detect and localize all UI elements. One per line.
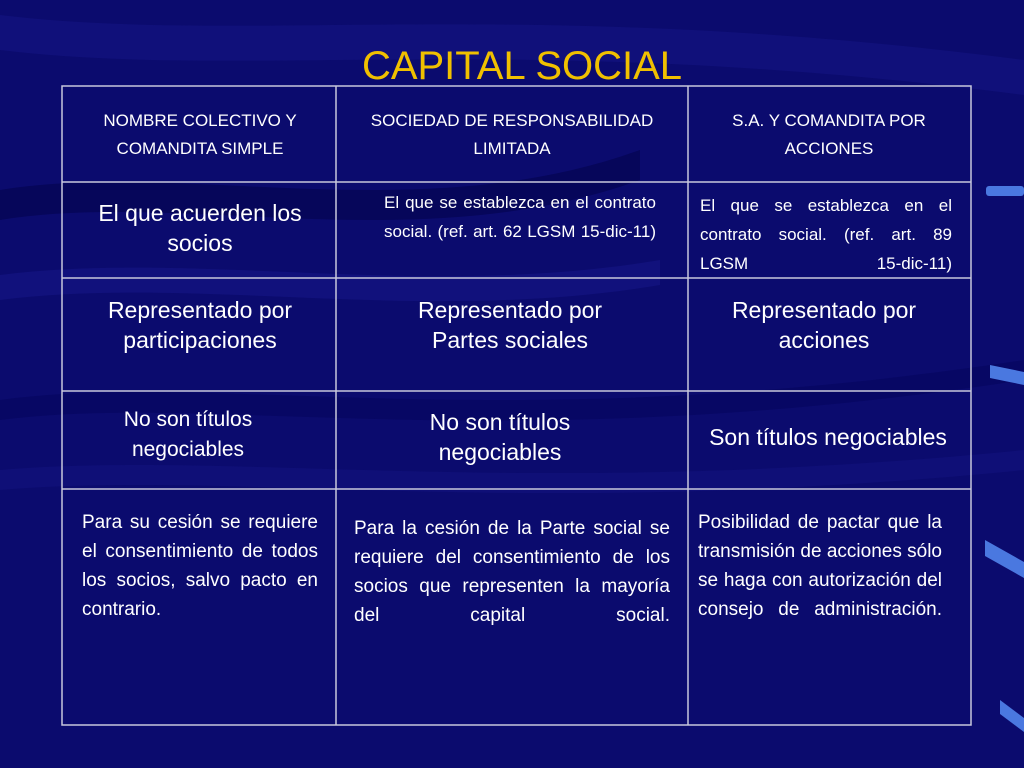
row3-col-2: No son títulos negociables <box>429 409 571 465</box>
header-col-3: S.A. Y COMANDITA POR ACCIONES <box>732 111 926 158</box>
row4-col-1: Para su cesión se requiere el consentimiento de todos los socios, salvo pacto en contrario. <box>82 512 318 620</box>
row4-col-2: Para la cesión de la Parte social se requiere del consentimiento de los socios que representen la mayoría del capital social. <box>354 518 670 626</box>
row1-col-3: El que se establezca en el contrato social. (ref. art. 89 LGSM 15-dic-11) <box>700 196 952 273</box>
row3-col-3: Son títulos negociables <box>709 424 947 450</box>
row2-col-1: Representado por participaciones <box>107 297 293 353</box>
row1-col-2: El que se establezca en el contrato social. (ref. art. 62 LGSM 15-dic-11) <box>384 193 656 241</box>
page-title: CAPITAL SOCIAL <box>361 44 683 88</box>
row4-col-3: Posibilidad de pactar que la transmisión de acciones sólo se haga con autorización del consejo de administración. <box>698 512 942 620</box>
header-col-1: NOMBRE COLECTIVO Y COMANDITA SIMPLE <box>103 111 297 158</box>
header-col-2: SOCIEDAD DE RESPONSABILIDAD LIMITADA <box>370 111 654 158</box>
row3-col-1: No son títulos negociables <box>123 408 253 461</box>
row1-col-1: El que acuerden los socios <box>98 200 302 256</box>
row2-col-3: Representado por acciones <box>731 297 917 353</box>
row2-col-2: Representado por Partes sociales <box>417 297 603 353</box>
